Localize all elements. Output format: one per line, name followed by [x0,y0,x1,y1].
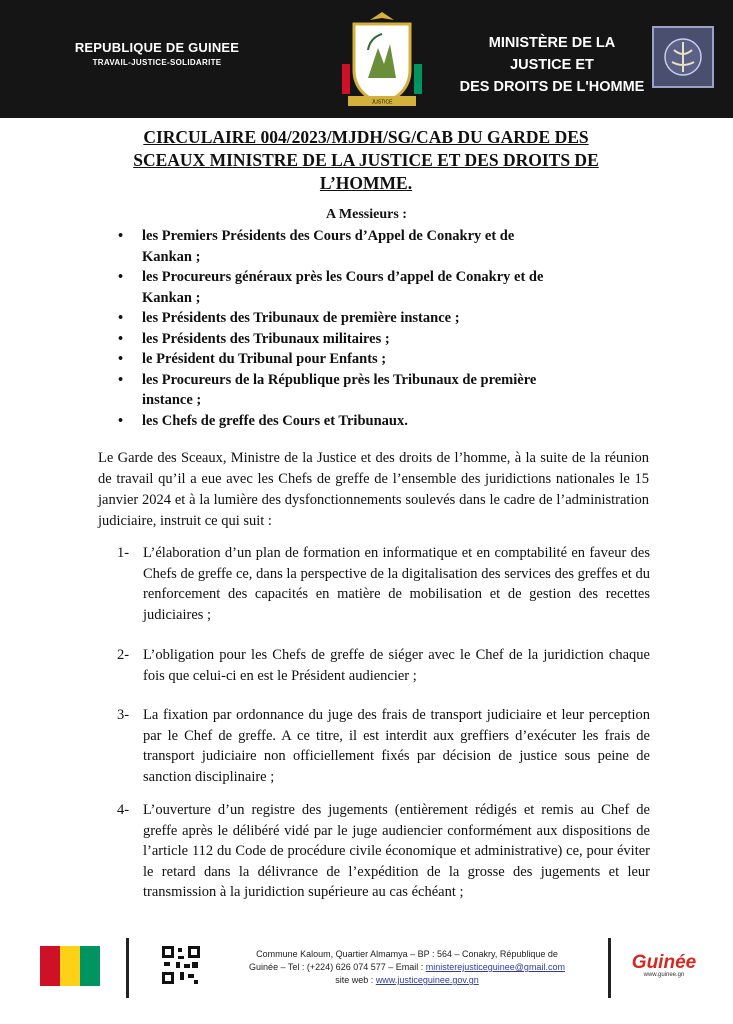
item-number: 3- [117,707,130,723]
list-item: • les Procureurs généraux près les Cours d’appel de Conakry et de Kankan ; [118,269,544,306]
bullet-icon: • [118,351,124,367]
list-item: • les Premiers Présidents des Cours d’Appel de Conakry et de Kankan ; [118,228,515,265]
circular-title [60,126,672,195]
brand-name: Guinée [631,952,697,973]
item-number: 1- [117,545,130,561]
addressee-heading: A Messieurs : [326,207,407,222]
ministry-line-2: DES DROITS DE L'HOMME [459,79,645,95]
title-line-1: CIRCULAIRE 004/2023/MJDH/SG/CAB DU GARDE DES [143,127,589,147]
footer-website: site web : www.justiceguinee.gov.gn [335,975,479,985]
crest-banner-text: JUSTICE [371,99,393,106]
title-line-2: SCEAUX MINISTRE DE LA JUSTICE ET DES DROITS DE [133,150,599,170]
website-link[interactable]: www.justiceguinee.gov.gn [375,975,479,985]
bullet-icon: • [118,412,124,429]
header-band [0,0,733,118]
list-item: • les Présidents des Tribunaux militaires ; [118,329,638,350]
bullet-icon: • [118,310,124,326]
list-item: • les Procureurs de la République près les Tribunaux de première instance ; [118,371,537,408]
republic-block [62,40,252,67]
guinee-brand-logo [628,952,700,978]
bullet-icon: • [118,269,124,285]
footer-contact [212,948,602,987]
republic-title: REPUBLIQUE DE GUINEE [74,40,240,55]
item-number: 2- [117,647,130,663]
list-item: • les Présidents des Tribunaux de première instance ; [118,308,638,329]
title-line-3: L’HOMME. [319,173,413,193]
bullet-icon: • [118,330,124,347]
ministry-emblem-icon [652,26,714,88]
bullet-icon: • [118,371,124,388]
ministry-block [458,32,646,98]
item-text: L’ouverture d’un registre des jugements (entièrement rédigés et remis au Chef de greffe après le délibéré vidé par le juge audiencier conformément aux dispositions de l’article 112 du Code de procédure civile économique et administrative) ce, pour éviter le retard dans la délivrance de l’expédition de la grosse des jugements et leur transmission à la juridiction supérieure au cas échéant ; [143,802,650,900]
instruction-item-1 [117,543,650,625]
instruction-item-3 [117,705,650,787]
item-text: L’obligation pour les Chefs de greffe de siéger avec le Chef de la juridiction chaque fois que celui-ci en est le Président audiencier ; [143,647,650,684]
coat-of-arms-icon [338,8,426,112]
republic-motto: TRAVAIL-JUSTICE-SOLIDARITE [92,58,222,67]
email-link[interactable]: ministerejusticeguinee@gmail.com [425,962,565,972]
footer-phone-email: Guinée – Tel : (+224) 626 074 577 – Email : ministerejusticeguinee@gmail.com [249,962,565,972]
guinea-flag-icon [40,946,100,986]
recipient-list [118,226,638,431]
item-text: L’élaboration d’un plan de formation en informatique et en comptabilité en faveur des Chefs de greffe ce, dans la perspective de la digitalisation des services des greffes et du renforcement des capacités en matière de mobilisation et de gestion des recettes judiciaires ; [143,545,650,623]
intro-paragraph: Le Garde des Sceaux, Ministre de la Justice et des droits de l’homme, à la suite de la réunion de travail qu’il a eue avec les Chefs de greffe de l’ensemble des juridictions nationales le 15 janvier 2024 et à la lumière des dysfonctionnements soulevés dans le cadre de l’administration judiciaire, instruit ce qui suit : [98,450,649,529]
footer [0,930,733,1024]
item-number: 4- [117,802,130,818]
instruction-item-4 [117,800,650,903]
footer-divider [608,938,611,998]
instruction-item-2 [117,645,650,686]
item-text: La fixation par ordonnance du juge des frais de transport judiciaire et leur perception par le Chef de greffe. A ce titre, il est interdit aux greffiers d’exécuter les frais de transport judiciaire non officiellement fixés par décision de justice sous peine de sanction disciplinaire ; [143,707,650,785]
brand-url: www.guinee.gn [643,972,685,978]
list-item: • les Chefs de greffe des Cours et Tribunaux. [118,411,638,432]
list-item: • le Président du Tribunal pour Enfants ; [118,349,638,370]
footer-address: Commune Kaloum, Quartier Almamya – BP : 564 – Conakry, République de [256,949,558,959]
ministry-line-1: MINISTÈRE DE LA JUSTICE ET [488,35,616,73]
bullet-icon: • [118,228,124,244]
qr-code-icon [160,944,202,986]
footer-divider [126,938,129,998]
